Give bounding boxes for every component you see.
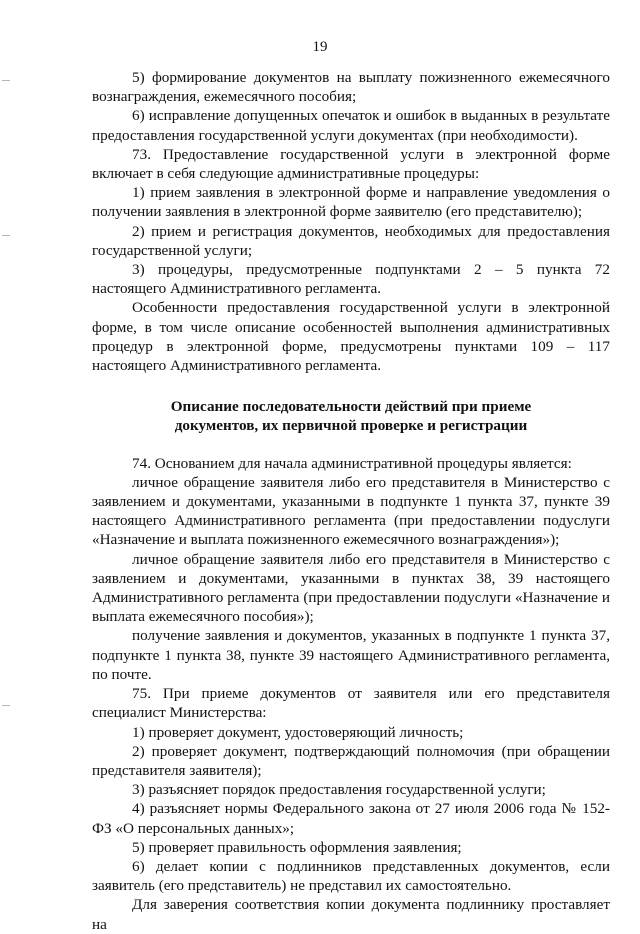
scan-edge-mark xyxy=(2,80,10,81)
paragraph: 5) формирование документов на выплату пожизненного ежемесячного вознаграждения, ежемесячного пособия; xyxy=(92,69,610,106)
paragraph: 3) процедуры, предусмотренные подпунктами 2 – 5 пункта 72 настоящего Административного регламента. xyxy=(92,261,610,298)
paragraph: 6) исправление допущенных опечаток и ошибок в выданных в результате предоставления государственной услуги документах (при необходимости). xyxy=(92,107,610,144)
paragraph: 6) делает копии с подлинников представленных документов, если заявитель (его представитель) не представил их самостоятельно. xyxy=(92,857,610,895)
paragraph: 5) проверяет правильность оформления заявления; xyxy=(132,838,462,856)
paragraph: 1) проверяет документ, удостоверяющий личность; xyxy=(132,723,464,741)
paragraph: личное обращение заявителя либо его представителя в Министерство с заявлением и документами, указанными в пунктах 38, 39 настоящего Административного регламента (при предоставлении подуслуги «Назначение и выплата ежемесячного пособия»); xyxy=(92,550,610,626)
paragraph: 74. Основанием для начала административной процедуры является: xyxy=(132,454,572,472)
paragraph: 73. Предоставление государственной услуги в электронной форме включает в себя следующие административные процедуры: xyxy=(92,145,610,183)
document-body xyxy=(92,68,610,934)
paragraph: 3) разъясняет порядок предоставления государственной услуги; xyxy=(132,781,546,799)
scan-edge-mark xyxy=(2,705,10,706)
paragraph: Особенности предоставления государственной услуги в электронной форме, в том числе описание особенностей выполнения административных процедур в электронной форме, предусмотрены пунктами 109 – 117 настоящего Административного регламента. xyxy=(92,299,610,375)
paragraph: 75. При приеме документов от заявителя или его представителя специалист Министерства: xyxy=(92,685,610,722)
paragraph: 2) прием и регистрация документов, необходимых для предоставления государственной услуги; xyxy=(92,222,610,259)
paragraph: получение заявления и документов, указанных в подпункте 1 пункта 37, подпункте 1 пункта 38, пункте 39 настоящего Административного регламента, по почте. xyxy=(92,627,610,683)
section-heading-line: документов, их первичной проверке и регистрации xyxy=(174,417,528,435)
section-heading xyxy=(92,397,610,435)
paragraph: 1) прием заявления в электронной форме и направление уведомления о получении заявления в электронной форме заявителю (его представителю); xyxy=(92,184,610,221)
paragraph: Для заверения соответствия копии документа подлиннику проставляет на xyxy=(92,896,610,933)
paragraph: 2) проверяет документ, подтверждающий полномочия (при обращении представителя заявителя); xyxy=(92,742,610,779)
paragraph: 4) разъясняет нормы Федерального закона от 27 июля 2006 года № 152-ФЗ «О персональных данных»; xyxy=(92,800,610,837)
scan-edge-mark xyxy=(2,235,10,236)
page-number: 19 xyxy=(312,39,328,55)
section-heading-line: Описание последовательности действий при приеме xyxy=(170,398,532,416)
paragraph: личное обращение заявителя либо его представителя в Министерство с заявлением и документами, указанными в подпункте 1 пункта 37, пункте 39 настоящего Административного регламента (при предоставлении подуслуги «Назначение и выплата пожизненного ежемесячного вознаграждения»); xyxy=(92,473,610,549)
